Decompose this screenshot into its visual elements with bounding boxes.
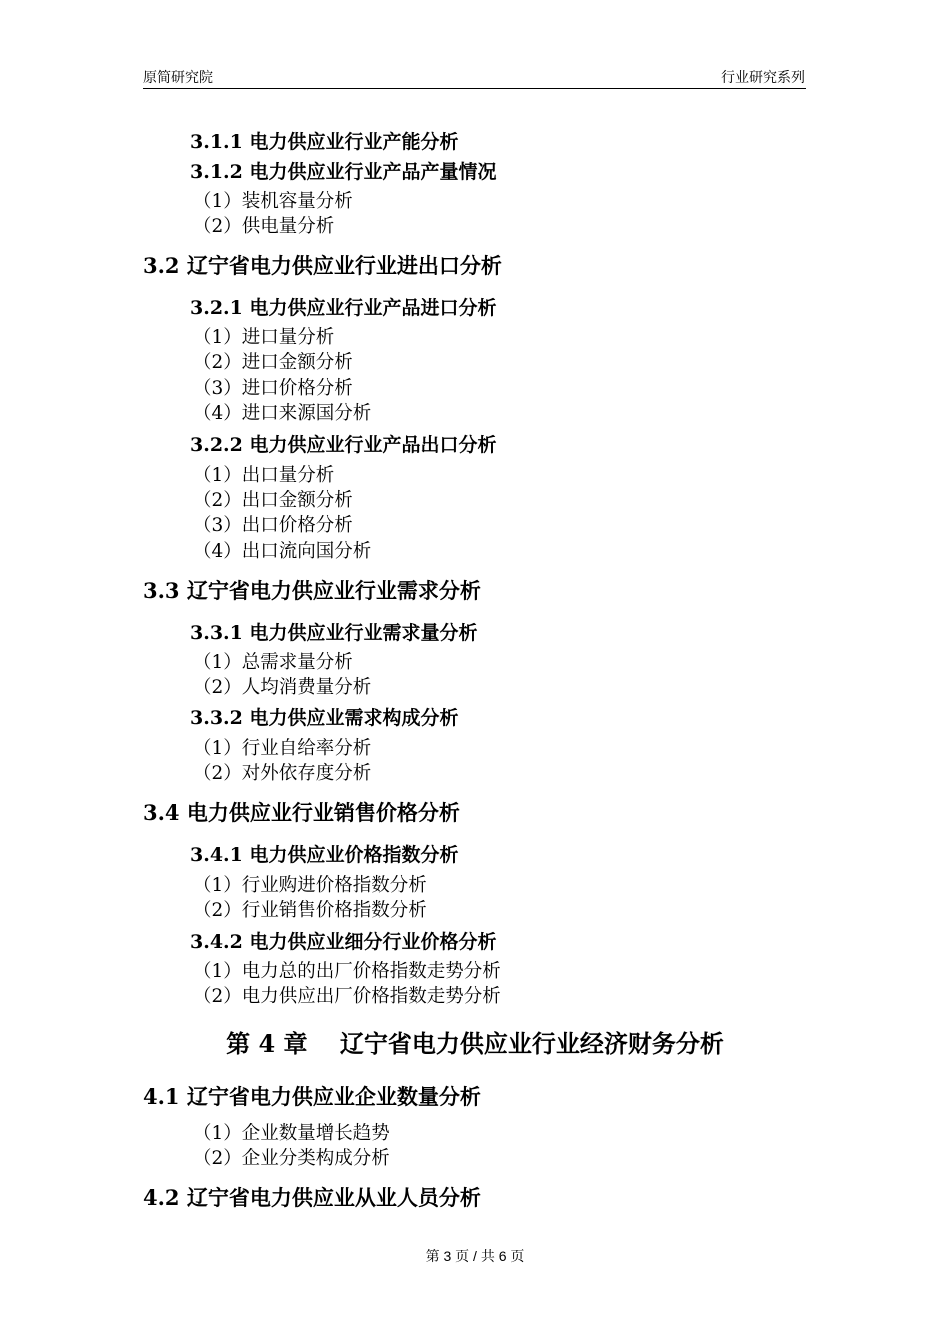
header-institute: 原简研究院 (143, 69, 213, 85)
page-number: 第 3 页 / 共 6 页 (425, 1248, 525, 1264)
section-heading: 3.3 辽宁省电力供应业行业需求分析 (143, 578, 481, 603)
toc-item: （1）企业数量增长趋势 (193, 1123, 390, 1144)
toc-item: （4）出口流向国分析 (193, 541, 372, 562)
subsection-heading: 3.2.2 电力供应业行业产品出口分析 (190, 434, 497, 456)
toc-item: （1）出口量分析 (193, 465, 335, 486)
subsection-heading: 3.4.2 电力供应业细分行业价格分析 (190, 931, 497, 953)
toc-item: （1）行业自给率分析 (193, 738, 372, 759)
section-heading: 4.1 辽宁省电力供应业企业数量分析 (143, 1084, 481, 1109)
subsection-heading: 3.1.1 电力供应业行业产能分析 (190, 131, 459, 153)
toc-item: （2）人均消费量分析 (193, 677, 372, 698)
toc-item: （1）总需求量分析 (193, 652, 353, 673)
toc-item: （2）企业分类构成分析 (193, 1148, 390, 1169)
toc-item: （2）行业销售价格指数分析 (193, 900, 427, 921)
toc-item: （1）装机容量分析 (193, 191, 353, 212)
section-heading: 3.2 辽宁省电力供应业行业进出口分析 (143, 253, 502, 278)
toc-item: （2）电力供应出厂价格指数走势分析 (193, 986, 501, 1007)
toc-item: （1）行业购进价格指数分析 (193, 875, 427, 896)
chapter-title: 第 4 章 辽宁省电力供应业行业经济财务分析 (226, 1029, 724, 1058)
toc-item: （2）供电量分析 (193, 216, 335, 237)
section-heading: 4.2 辽宁省电力供应业从业人员分析 (143, 1185, 481, 1210)
header-series: 行业研究系列 (721, 69, 805, 85)
toc-item: （2）对外依存度分析 (193, 763, 372, 784)
subsection-heading: 3.2.1 电力供应业行业产品进口分析 (190, 297, 497, 319)
subsection-heading: 3.3.2 电力供应业需求构成分析 (190, 707, 459, 729)
toc-item: （4）进口来源国分析 (193, 403, 372, 424)
subsection-heading: 3.3.1 电力供应业行业需求量分析 (190, 622, 478, 644)
subsection-heading: 3.1.2 电力供应业行业产品产量情况 (190, 161, 497, 183)
subsection-heading: 3.4.1 电力供应业价格指数分析 (190, 844, 459, 866)
toc-item: （2）进口金额分析 (193, 352, 353, 373)
toc-item: （1）电力总的出厂价格指数走势分析 (193, 961, 501, 982)
toc-item: （3）出口价格分析 (193, 515, 353, 536)
toc-item: （1）进口量分析 (193, 327, 335, 348)
toc-item: （2）出口金额分析 (193, 490, 353, 511)
section-heading: 3.4 电力供应业行业销售价格分析 (143, 800, 460, 825)
toc-item: （3）进口价格分析 (193, 378, 353, 399)
